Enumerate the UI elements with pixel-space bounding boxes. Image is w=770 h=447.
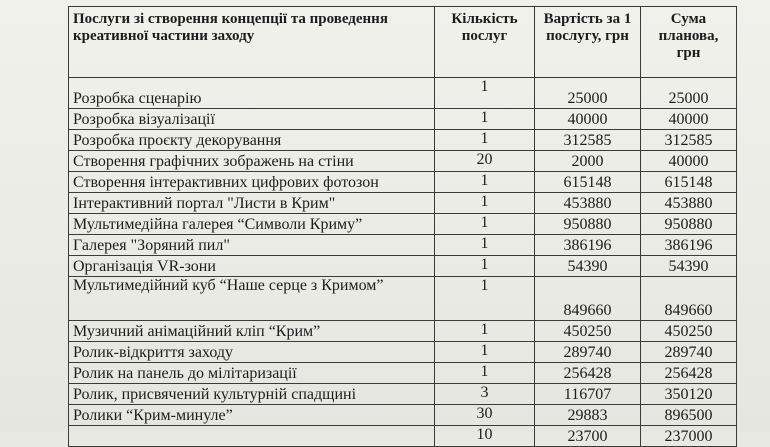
- service-name: Музичний анімаційний кліп “Крим”: [69, 321, 435, 342]
- quantity-cell: 1: [435, 363, 535, 384]
- table-row: [69, 363, 737, 384]
- quantity-cell: 1: [435, 342, 535, 363]
- quantity-cell: 1: [435, 78, 535, 109]
- service-name: [69, 426, 435, 447]
- table-row: [69, 214, 737, 235]
- quantity-cell: 3: [435, 384, 535, 405]
- unit-price-cell: 453880: [535, 193, 641, 214]
- header-unit-price: Вартість за 1 послугу, грн: [535, 7, 641, 78]
- quantity-cell: 10: [435, 426, 535, 447]
- service-name: Мультимедійна галерея “Символи Криму”: [69, 214, 435, 235]
- service-name: Створення графічних зображень на стіни: [69, 151, 435, 172]
- quantity-cell: 20: [435, 151, 535, 172]
- service-name: Створення інтерактивних цифрових фотозон: [69, 172, 435, 193]
- service-name: Організація VR-зони: [69, 256, 435, 277]
- service-name: Розробка проєкту декорування: [69, 130, 435, 151]
- unit-price-cell: 312585: [535, 130, 641, 151]
- sum-cell: 40000: [641, 109, 737, 130]
- unit-price-cell: 615148: [535, 172, 641, 193]
- table-row: [69, 321, 737, 342]
- sum-cell: 950880: [641, 214, 737, 235]
- unit-price-cell: 849660: [535, 277, 641, 321]
- table-row: [69, 277, 737, 321]
- sum-cell: 450250: [641, 321, 737, 342]
- sum-cell: 237000: [641, 426, 737, 447]
- service-name: Розробка сценарію: [69, 78, 435, 109]
- sum-cell: 350120: [641, 384, 737, 405]
- unit-price-cell: 386196: [535, 235, 641, 256]
- table-row: [69, 426, 737, 447]
- service-name: Ролик-відкриття заходу: [69, 342, 435, 363]
- quantity-cell: 1: [435, 235, 535, 256]
- services-cost-table: [68, 6, 737, 447]
- quantity-cell: 1: [435, 130, 535, 151]
- table-row: [69, 130, 737, 151]
- table-row: [69, 151, 737, 172]
- sum-cell: 54390: [641, 256, 737, 277]
- quantity-cell: 1: [435, 277, 535, 321]
- service-name: Галерея "Зоряний пил": [69, 235, 435, 256]
- table-row: [69, 235, 737, 256]
- sum-cell: 849660: [641, 277, 737, 321]
- quantity-cell: 30: [435, 405, 535, 426]
- table-row: [69, 342, 737, 363]
- table-row: [69, 193, 737, 214]
- unit-price-cell: 54390: [535, 256, 641, 277]
- unit-price-cell: 25000: [535, 78, 641, 109]
- unit-price-cell: 289740: [535, 342, 641, 363]
- service-name: Мультимедійний куб “Наше серце з Кримом”: [69, 277, 435, 321]
- sum-cell: 256428: [641, 363, 737, 384]
- table-row: [69, 172, 737, 193]
- unit-price-cell: 40000: [535, 109, 641, 130]
- table-row: [69, 256, 737, 277]
- service-name: Ролики “Крим-минуле”: [69, 405, 435, 426]
- sum-cell: 453880: [641, 193, 737, 214]
- quantity-cell: 1: [435, 214, 535, 235]
- table-row: [69, 384, 737, 405]
- unit-price-cell: 450250: [535, 321, 641, 342]
- service-name: Ролик, присвячений культурній спадщині: [69, 384, 435, 405]
- unit-price-cell: 116707: [535, 384, 641, 405]
- header-service: Послуги зі створення концепції та проведення креативної частини заходу: [69, 7, 435, 78]
- quantity-cell: 1: [435, 321, 535, 342]
- unit-price-cell: 23700: [535, 426, 641, 447]
- sum-cell: 312585: [641, 130, 737, 151]
- quantity-cell: 1: [435, 109, 535, 130]
- unit-price-cell: 29883: [535, 405, 641, 426]
- service-name: Інтерактивний портал "Листи в Крим": [69, 193, 435, 214]
- header-planned-sum: Сума планова, грн: [641, 7, 737, 78]
- header-quantity: Кількість послуг: [435, 7, 535, 78]
- table-row: [69, 405, 737, 426]
- unit-price-cell: 256428: [535, 363, 641, 384]
- table-header-row: [69, 7, 737, 78]
- table-row: [69, 109, 737, 130]
- sum-cell: 25000: [641, 78, 737, 109]
- service-name: Ролик на панель до мілітаризації: [69, 363, 435, 384]
- unit-price-cell: 2000: [535, 151, 641, 172]
- unit-price-cell: 950880: [535, 214, 641, 235]
- sum-cell: 40000: [641, 151, 737, 172]
- quantity-cell: 1: [435, 256, 535, 277]
- quantity-cell: 1: [435, 193, 535, 214]
- sum-cell: 386196: [641, 235, 737, 256]
- table-row: [69, 78, 737, 109]
- sum-cell: 289740: [641, 342, 737, 363]
- quantity-cell: 1: [435, 172, 535, 193]
- service-name: Розробка візуалізації: [69, 109, 435, 130]
- sum-cell: 896500: [641, 405, 737, 426]
- sum-cell: 615148: [641, 172, 737, 193]
